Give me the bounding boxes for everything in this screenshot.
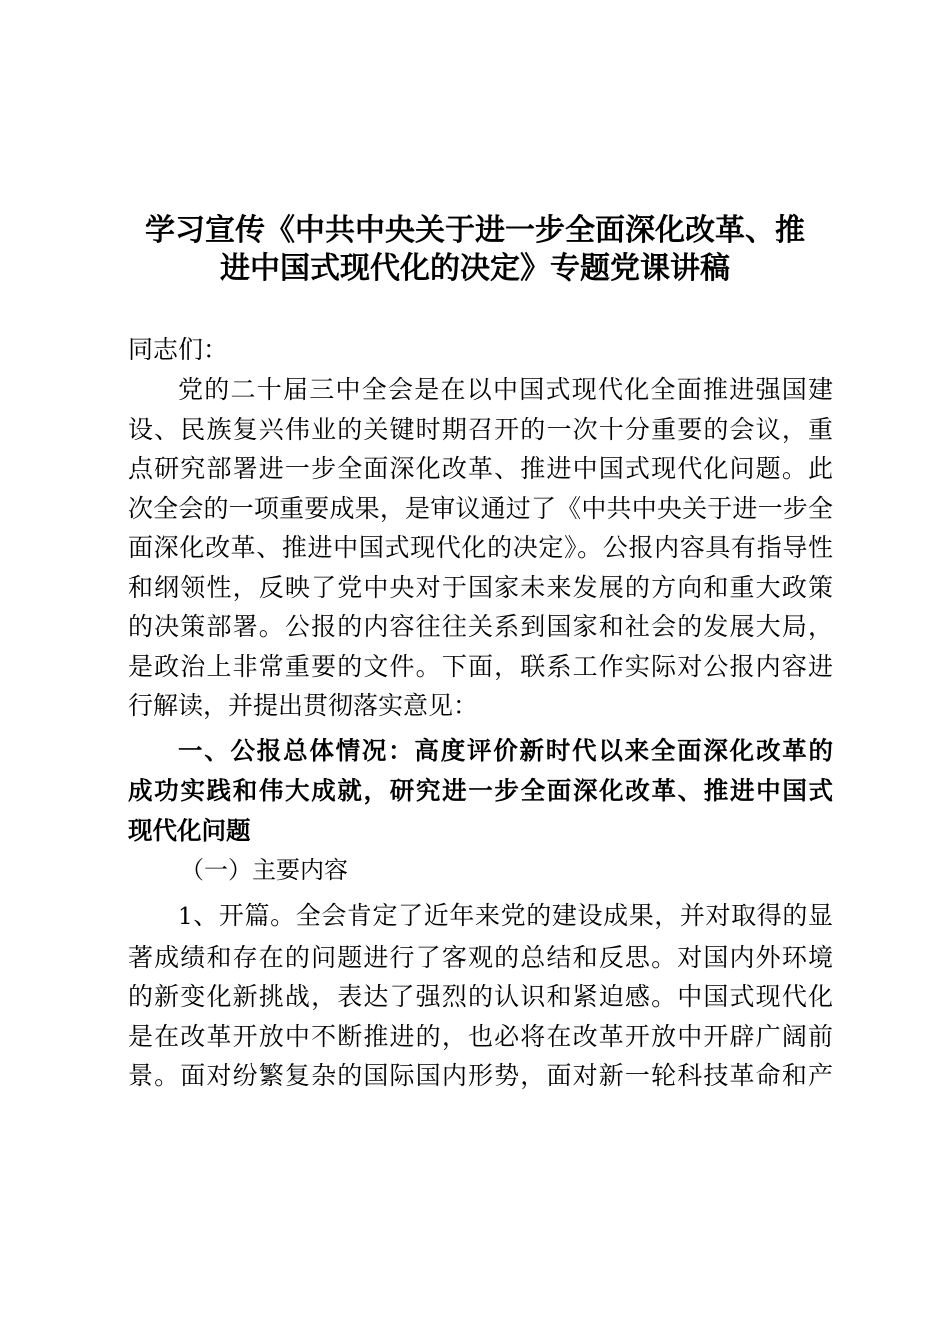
- heading-line: 成功实践和伟大成就，研究进一步全面深化改革、推进中国式: [128, 776, 833, 805]
- heading-line: 一、公报总体情况：高度评价新时代以来全面深化改革的: [178, 736, 833, 765]
- paragraph-line: 行解读，并提出贯彻落实意见：: [128, 691, 479, 720]
- list-number: 1: [178, 904, 193, 930]
- paragraph-line: 景。面对纷繁复杂的国际国内形势，面对新一轮科技革命和产: [128, 1061, 833, 1090]
- subsection-heading: （一）主要内容: [180, 856, 348, 884]
- paragraph-line: 的新变化新挑战，表达了强烈的认识和紧迫感。中国式现代化: [128, 982, 833, 1011]
- paragraph-line: 次全会的一项重要成果，是审议通过了《中共中央关于进一步全: [128, 493, 833, 523]
- paragraph-opening: [128, 896, 833, 1096]
- paragraph-line: 设、民族复兴伟业的关键时期召开的一次十分重要的会议，重: [128, 414, 833, 444]
- document-title: [100, 212, 850, 288]
- paragraph-line: 党的二十届三中全会是在以中国式现代化全面推进强国建: [178, 375, 833, 404]
- paragraph-line-text: 、开篇。全会肯定了近年来党的建设成果，并对取得的显: [192, 901, 833, 930]
- paragraph-line: 的决策部署。公报的内容往往关系到国家和社会的发展大局，: [128, 612, 833, 641]
- paragraph-line-numbered: [128, 896, 833, 938]
- title-line-2: 进中国式现代化的决定》专题党课讲稿: [220, 251, 730, 286]
- paragraph-line: 是在改革开放中不断推进的，也必将在改革开放中开辟广阔前: [128, 1021, 833, 1051]
- title-line-1: 学习宣传《中共中央关于进一步全面深化改革、推: [145, 213, 805, 248]
- paragraph-line: 面深化改革、推进中国式现代化的决定》。公报内容具有指导性: [128, 533, 833, 562]
- paragraph-line: 是政治上非常重要的文件。下面，联系工作实际对公报内容进: [128, 651, 833, 681]
- paragraph-line: 和纲领性，反映了党中央对于国家未来发展的方向和重大政策: [128, 572, 833, 602]
- paragraph-line: 点研究部署进一步全面深化改革、推进中国式现代化问题。此: [128, 454, 833, 483]
- salutation: 同志们：: [128, 335, 229, 364]
- paragraph-line: 著成绩和存在的问题进行了客观的总结和反思。对国内外环境: [128, 942, 833, 972]
- heading-line: 现代化问题: [128, 816, 251, 845]
- paragraph-intro: [128, 370, 833, 726]
- section-heading-1: [128, 731, 833, 851]
